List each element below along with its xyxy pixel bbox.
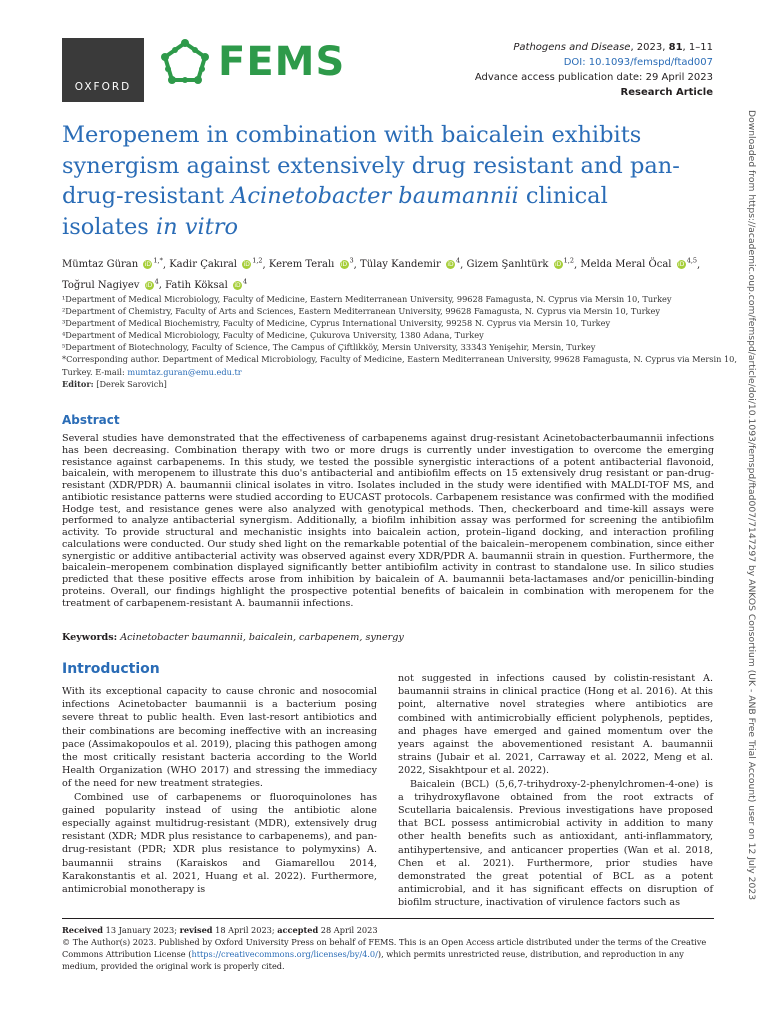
title-in-vitro: in vitro [155, 213, 239, 240]
journal-year: , 2023, [630, 42, 669, 53]
introduction-heading: Introduction [62, 661, 160, 677]
copyright-notice: © The Author(s) 2023. Published by Oxford University Press on behalf of FEMS. This is an Open Access article distributed under the terms of the Creative Commons Attribution License (https://creativecommons.org/licenses/by/4.0/), which permits unrestricted reuse, distribution, and reproduction in any medium, provided the original work is properly cited. [62, 937, 707, 972]
abstract-heading: Abstract [62, 413, 120, 427]
author[interactable]: Melda Meral Öcal iD $^{4,5}$ [580, 257, 698, 271]
editor-label: Editor: [62, 378, 94, 389]
paragraph: Baicalein (BCL) (5,6,7-trihydroxy-2-phenylchromen-4-one) is a trihydroxyflavone obtained from the root extracts of Scutellaria baicalensis. Previous investigations have proposed that BCL possess antimicrobial activity in addition to many other health benefits such as antioxidant, anti-inflammatory, antihypertensive, and anticancer properties (Wan et al. 2018, Chen et al. 2021). Furthermore, prior studies have demonstrated the great potential of BCL as a potent antimicrobial, and it has significant effects on disruption of biofilm structure, inactivation of virulence factors such as [398, 778, 713, 909]
editor-line [62, 378, 712, 390]
email-link[interactable]: mumtaz.guran@emu.edu.tr [127, 366, 242, 377]
author[interactable]: Fatih Köksal iD $^4$ [165, 277, 248, 291]
editor-name: [Derek Sarovich] [93, 378, 167, 389]
corresponding-email-line: Turkey. E-mail: mumtaz.guran@emu.edu.tr [62, 366, 242, 377]
affiliation: ³Department of Medical Biochemistry, Faculty of Medicine, Cyprus International University, 99258 N. Cyprus via Mersin 10, Turkey [62, 318, 611, 329]
author-list: Mümtaz Güran iD $^{1,*}$, Kadir Çakıral iD $^{1,2}$, Kerem Teralı iD $^3$, Tülay Kandemir iD $^4$, Gizem Şanlıtürk iD $^{1,2}$, Melda Meral Öcal iD $^{4,5}$, Toğrul Nagiyev iD $^4$, Fatih Köksal iD $^4$ [62, 257, 701, 291]
affiliation: ⁴Department of Medical Microbiology, Faculty of Medicine, Çukurova University, 1380 Adana, Turkey [62, 330, 484, 341]
advance-access-date: Advance access publication date: 29 April 2023 [474, 72, 713, 83]
journal-pages: , 1–11 [682, 42, 713, 53]
body-column-left [62, 685, 377, 896]
paragraph: Combined use of carbapenems or fluoroquinolones has gained popularity instead of using the antibiotic alone especially against multidrug-resistant (MDR), extensively drug resistant (XDR; MDR plus resistance to carbapenems), and pan-drug-resistant (PDR; XDR plus resistance to polymyxins) A. baumannii strains (Karaiskos and Giamarellou 2014, Karakonstantis et al. 2021, Huang et al. 2022). Furthermore, antimicrobial monotherapy is [62, 791, 377, 896]
fems-pentagon-icon [160, 39, 210, 85]
title-organism: Acinetobacter baumannii [231, 183, 519, 209]
download-notice: Downloaded from https://academic.oup.com/femspd/article/doi/10.1093/femspd/ftad007/7147297 by ANKOS Consortium (UK - ANB Free Trial Account) user on 12 July 2023 [746, 110, 757, 901]
dates-line: Received 13 January 2023; revised 18 April 2023; accepted 28 April 2023 [62, 925, 378, 935]
title-text-2: clinical isolates [62, 183, 608, 240]
orcid-icon[interactable]: iD [144, 261, 152, 269]
orcid-icon[interactable]: iD [234, 281, 241, 289]
orcid-icon[interactable]: iD [447, 261, 454, 269]
author[interactable]: Kerem Teralı iD $^3$ [268, 257, 354, 271]
abstract-text: Several studies have demonstrated that the effectiveness of carbapenems against drug-resistant Acinetobacterbaumannii infections has been decreasing. Combination therapy with two or more drugs is currently under investigation to overcome the emerging resistance against carbapenems. In this study, we tested the possible synergistic interactions of a potent antibacterial flavonoid, baicalein, with meropenem to illustrate this duo's antibacterial and antibiofilm effects on 15 extensively drug resistant or pan-drug-resistant (XDR/PDR) A. baumannii clinical isolates in vitro. Isolates included in the study were identified with MALDI-TOF MS, and antibiotic resistance patterns were studied according to EUCAST protocols. Carbapenem resistance was confirmed with the modified Hodge test, and resistance genes were also analyzed with genotypical methods. Then, checkerboard and time-kill assays were performed to analyze antibacterial synergism. Additionally, a biofilm inhibition assay was performed for screening the antibiofilm activity. To provide structural and mechanistic insights into baicalein action, protein–ligand docking, and interaction profiling calculations were conducted. Our study shed light on the remarkable potential of the baicalein–meropenem combination, since either synergistic or additive antibacterial activity was observed against every XDR/PDR A. baumannii strain in question. Furthermore, the baicalein–meropenem combination displayed significantly better antibiofilm activity in contrast to standalone use. In silico studies predicted that these positive effects arose from inhibition by baicalein of A. baumannii beta-lactamases and/or penicillin-binding proteins. Overall, our findings highlight the prospective potential benefits of baicalein in combination with meropenem for the treatment of carbapenem-resistant A. baumannii infections. [62, 433, 714, 609]
paragraph: With its exceptional capacity to cause chronic and nosocomial infections Acinetobacter baumannii is a bacterium posing severe threat to public health. Even last-resort antibiotics and their combinations are becoming ineffective with an increasing pace (Assimakopoulos et al. 2019), placing this pathogen among the most critically resistant bacteria according to the World Health Organization (WHO 2017) and stressing the immediacy of the need for new treatment strategies. [62, 686, 377, 790]
article-type: Research Article [620, 87, 713, 98]
journal-citation [475, 40, 713, 55]
fems-wordmark: FEMS [218, 39, 346, 85]
affiliation: ¹Department of Medical Microbiology, Faculty of Medicine, Eastern Mediterranean University, 99628 Famagusta, N. Cyprus via Mersin 10, Turkey [62, 294, 672, 304]
journal-meta [475, 40, 713, 100]
body-column-right [398, 672, 713, 910]
keywords-values: Acinetobacter baumannii, baicalein, carbapenem, synergy [117, 632, 404, 643]
journal-volume: 81 [668, 42, 683, 53]
author[interactable]: Kadir Çakıral iD $^{1,2}$ [169, 257, 263, 271]
orcid-icon[interactable]: iD [145, 281, 153, 289]
affiliations [62, 293, 737, 390]
affiliation: ⁵Department of Biotechnology, Faculty of Science, The Campus of Çiftlikköy, Mersin University, 33343 Yenişehir, Mersin, Turkey [62, 342, 596, 353]
author[interactable]: Tülay Kandemir iD $^4$ [360, 257, 461, 271]
footer-notes [62, 924, 714, 972]
affiliation: ²Department of Chemistry, Faculty of Arts and Sciences, Eastern Mediterranean University, 99628 Famagusta, N. Cyprus via Mersin 10, Turkey [62, 306, 660, 317]
oxford-logo[interactable] [62, 38, 144, 102]
keywords [62, 632, 712, 643]
author[interactable]: Mümtaz Güran iD $^{1,*}$ [62, 257, 163, 271]
corresponding-author: *Corresponding author. Department of Medical Microbiology, Faculty of Medicine, Eastern Mediterranean University, 99628 Famagusta, N. Cyprus via Mersin 10, [62, 354, 737, 365]
journal-name: Pathogens and Disease [513, 42, 631, 53]
license-link[interactable]: https://creativecommons.org/licenses/by/4.0/ [191, 949, 378, 960]
orcid-icon[interactable]: iD [340, 261, 348, 269]
keywords-label: Keywords: [62, 632, 118, 643]
paragraph: not suggested in infections caused by colistin-resistant A. baumannii strains in clinical practice (Hong et al. 2016). At this point, alternative novel strategies where antibiotics are combined with antimicrobially efficient polyphenols, peptides, and phages have emerged and gained momentum over the years against the abovementioned resistant A. baumannii strains (Jubair et al. 2021, Carraway et al. 2022, Meng et al. 2022, Sisakhtpour et al. 2022). [398, 673, 713, 777]
author[interactable]: Toğrul Nagiyev iD $^4$ [62, 277, 159, 291]
orcid-icon[interactable]: iD [243, 261, 250, 269]
title-text-1: Meropenem in combination with baicalein exhibits synergism against extensively drug resistant and pan-drug-resistant [62, 122, 680, 209]
author[interactable]: Gizem Şanlıtürk iD $^{1,2}$ [466, 257, 574, 271]
orcid-icon[interactable]: iD [678, 261, 685, 269]
footer-divider [62, 918, 714, 919]
oxford-logo-text: OXFORD [74, 81, 132, 93]
orcid-icon[interactable]: iD [555, 261, 562, 269]
article-title [62, 120, 692, 242]
doi-link[interactable]: DOI: 10.1093/femspd/ftad007 [563, 57, 713, 68]
